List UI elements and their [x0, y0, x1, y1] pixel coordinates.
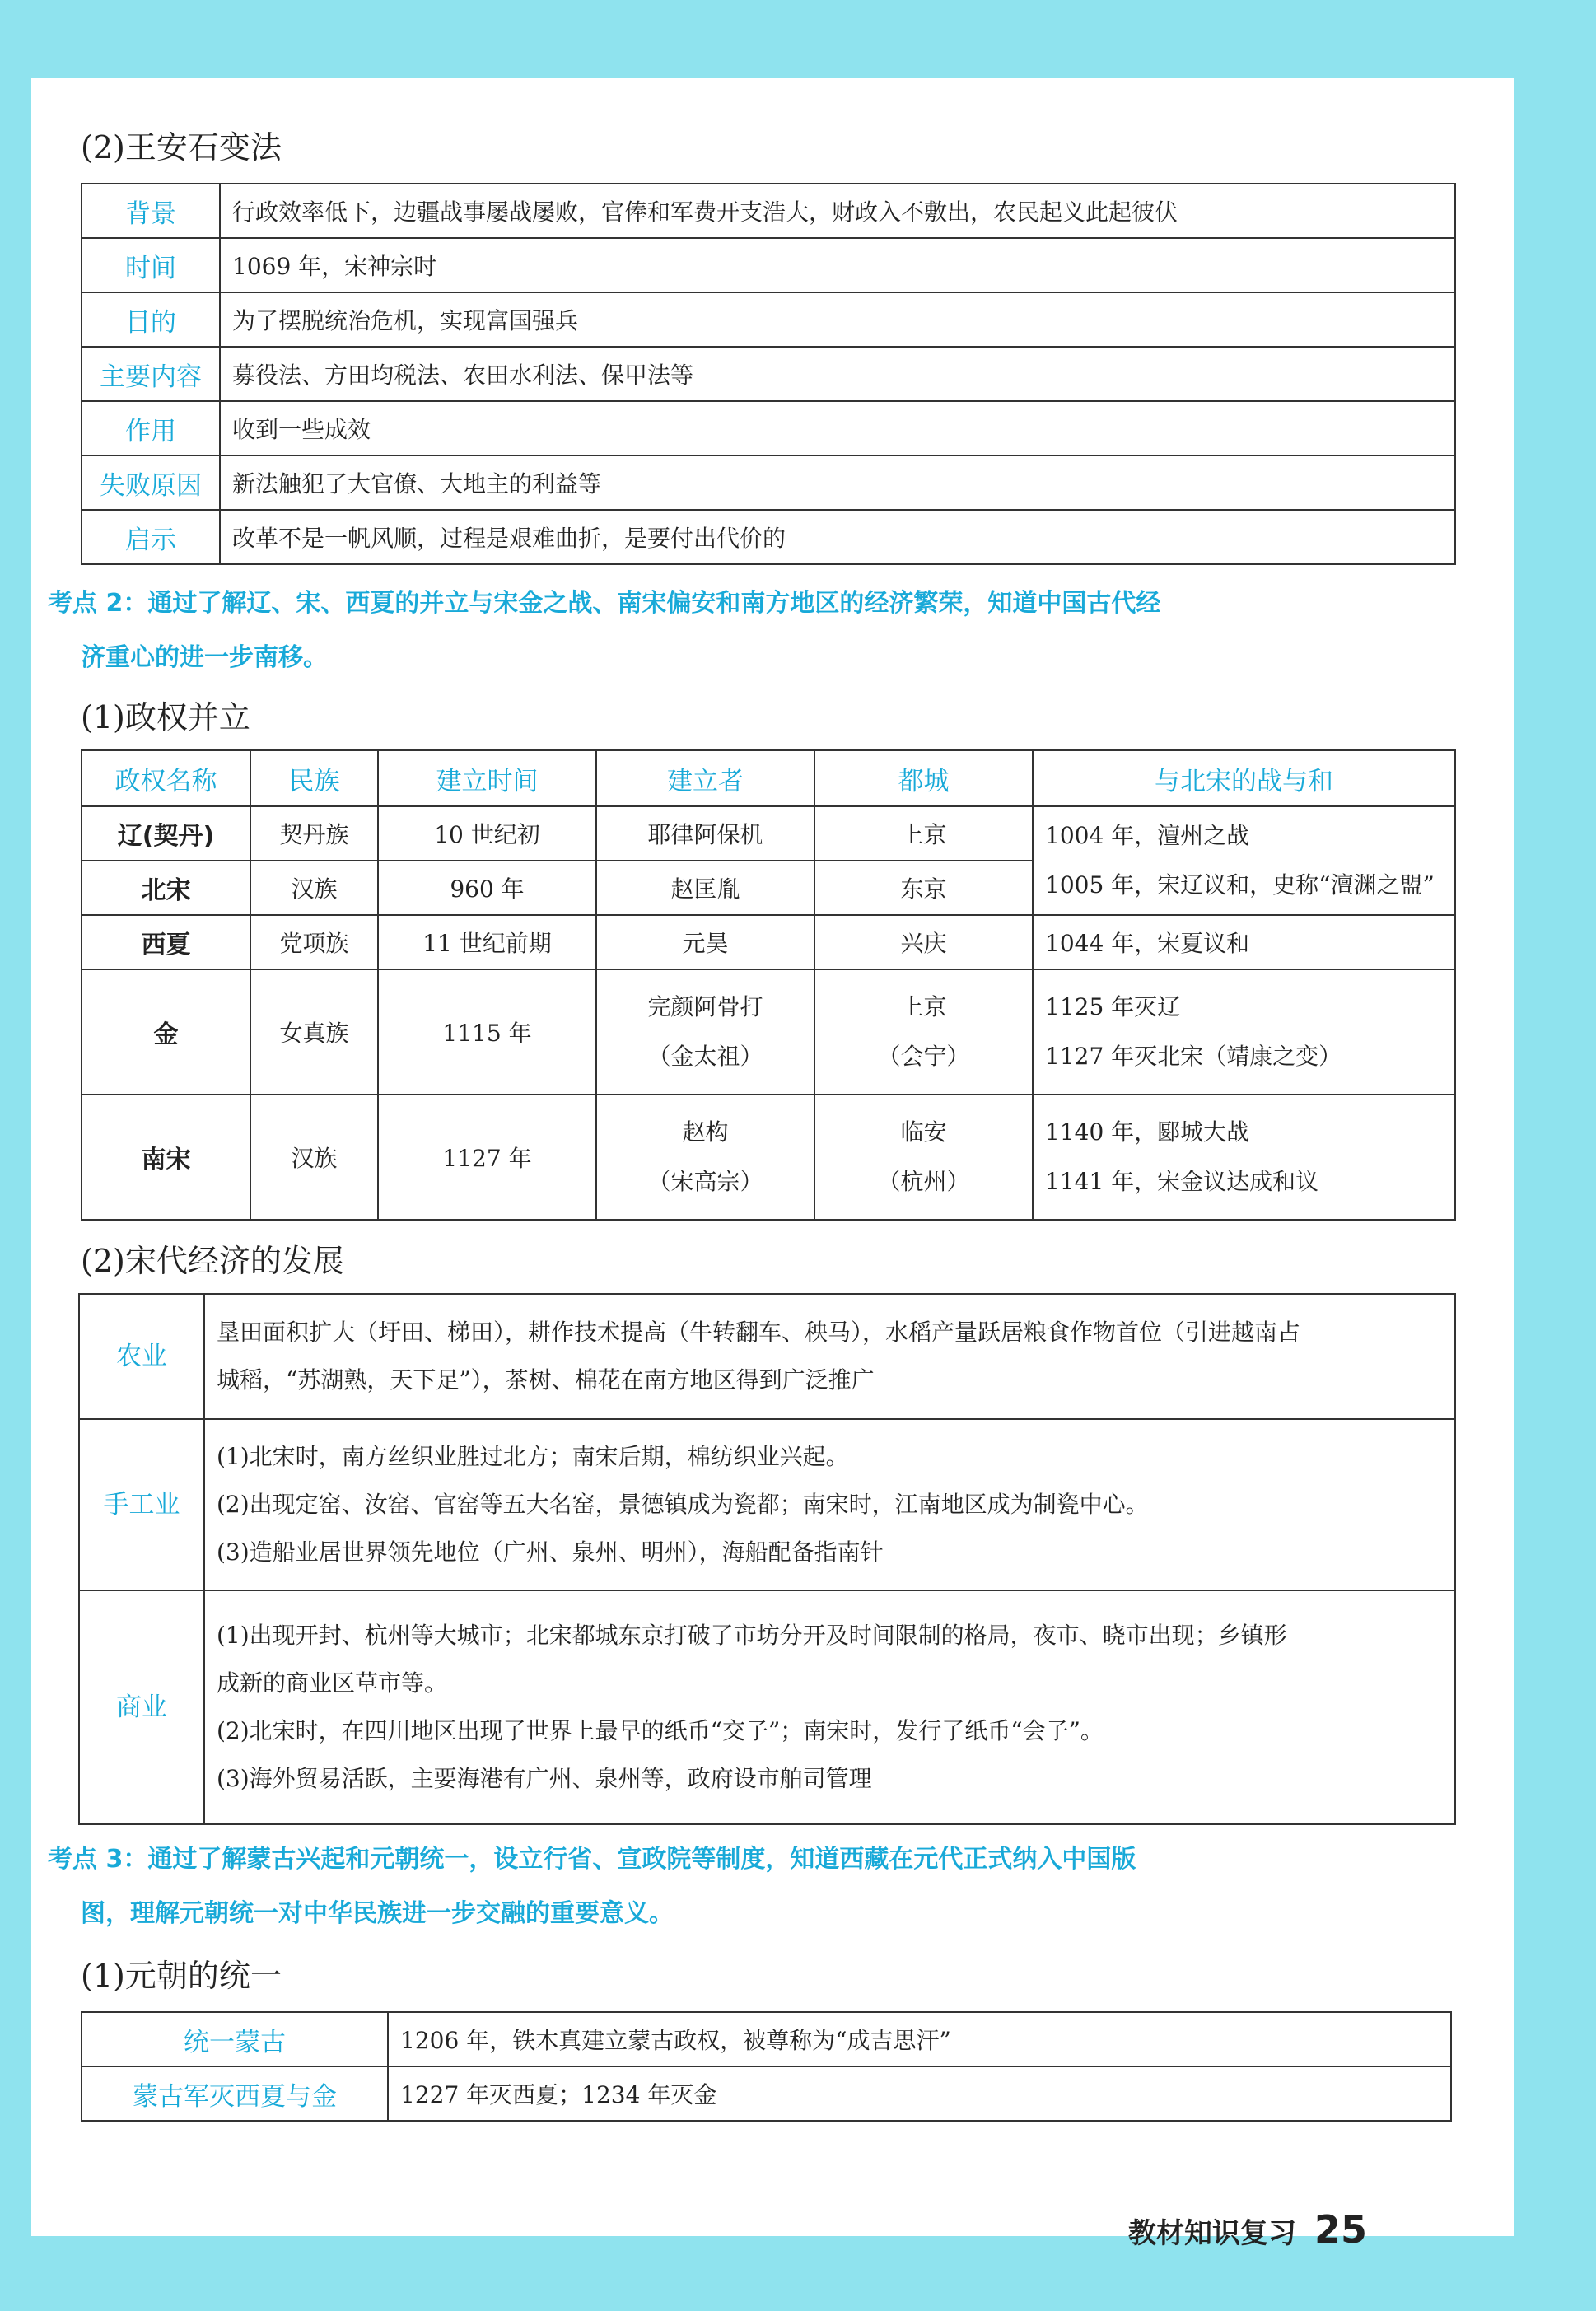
- regime-name: 北宋: [82, 861, 250, 915]
- regime-ethnic: 汉族: [250, 861, 378, 915]
- exam-point-3-line2: 图，理解元朝统一对中华民族进一步交融的重要意义。: [81, 1899, 674, 1928]
- founder-line: （宋高宗）: [647, 1168, 763, 1195]
- relation-line: 1127 年灭北宋（靖康之变）: [1045, 1043, 1342, 1070]
- regime-time: 1115 年: [378, 969, 596, 1095]
- section-heading-yuan: (1)元朝的统一: [81, 1958, 282, 1994]
- row-text-failure: 新法触犯了大官僚、大地主的利益等: [220, 455, 1455, 510]
- row-text-effect: 收到一些成效: [220, 401, 1455, 455]
- regime-founder-cell: [596, 1095, 814, 1220]
- page-side-border: [1514, 78, 1596, 2236]
- row-label-handicraft: 手工业: [79, 1419, 204, 1590]
- page-number: 25: [1314, 2207, 1368, 2252]
- row-text-destroy-xixia-jin: 1227 年灭西夏；1234 年灭金: [388, 2066, 1451, 2121]
- regime-capital: 东京: [814, 861, 1033, 915]
- col-header-ethnic: 民族: [250, 750, 378, 806]
- capital-line: 上京: [900, 993, 947, 1020]
- row-label-effect: 作用: [82, 401, 220, 455]
- regime-capital: 兴庆: [814, 915, 1033, 969]
- capital-line: （会宁）: [877, 1043, 970, 1070]
- section-heading-regimes: (1)政权并立: [81, 699, 250, 735]
- col-header-founder: 建立者: [596, 750, 814, 806]
- relation-line: 1004 年，澶州之战: [1045, 822, 1250, 849]
- founder-line: 赵构: [682, 1118, 729, 1146]
- row-label-time: 时间: [82, 238, 220, 292]
- row-label-content: 主要内容: [82, 347, 220, 401]
- relation-line: 1005 年，宋辽议和，史称“澶渊之盟”: [1045, 871, 1435, 899]
- row-label-commerce: 商业: [79, 1590, 204, 1824]
- row-text-background: 行政效率低下，边疆战事屡战屡败，官俸和军费开支浩大，财政入不敷出，农民起义此起彼伏: [220, 184, 1455, 238]
- text-line: (2)北宋时，在四川地区出现了世界上最早的纸币“交子”；南宋时，发行了纸币“会子”。: [217, 1717, 1104, 1744]
- regime-founder-cell: [596, 969, 814, 1095]
- col-header-time: 建立时间: [378, 750, 596, 806]
- regime-time: 960 年: [378, 861, 596, 915]
- regime-relation-cell: [1033, 969, 1455, 1095]
- section-heading-economy: (2)宋代经济的发展: [81, 1243, 344, 1279]
- regime-capital-cell: [814, 969, 1033, 1095]
- table-row: [82, 401, 1455, 455]
- table-row: [82, 915, 1455, 969]
- table-row: [82, 969, 1455, 1095]
- col-header-name: 政权名称: [82, 750, 250, 806]
- capital-line: 临安: [900, 1118, 947, 1146]
- exam-point-2: [48, 577, 1481, 685]
- regime-ethnic: 契丹族: [250, 806, 378, 861]
- regime-ethnic: 汉族: [250, 1095, 378, 1220]
- row-label-destroy-xixia-jin: 蒙古军灭西夏与金: [82, 2066, 388, 2121]
- text-line: (2)出现定窑、汝窑、官窑等五大名窑，景德镇成为瓷都；南宋时，江南地区成为制瓷中心。: [217, 1491, 1149, 1518]
- row-text-handicraft: [204, 1419, 1455, 1590]
- regime-relation-cell: [1033, 1095, 1455, 1220]
- row-text-content: 募役法、方田均税法、农田水利法、保甲法等: [220, 347, 1455, 401]
- page-footer: [1128, 2207, 1367, 2252]
- table-row: [82, 292, 1455, 347]
- regime-name: 金: [82, 969, 250, 1095]
- regime-time: 10 世纪初: [378, 806, 596, 861]
- text-line: 垦田面积扩大（圩田、梯田），耕作技术提高（牛转翻车、秧马），水稻产量跃居粮食作物首位（引进越南占: [217, 1319, 1301, 1346]
- row-text-agriculture: [204, 1294, 1455, 1419]
- founder-line: 完颜阿骨打: [647, 993, 763, 1020]
- table-row: [82, 1095, 1455, 1220]
- row-text-purpose: 为了摆脱统治危机，实现富国强兵: [220, 292, 1455, 347]
- text-line: (3)造船业居世界领先地位（广州、泉州、明州），海船配备指南针: [217, 1538, 884, 1566]
- liao-song-relation-cell: [1033, 806, 1455, 915]
- text-line: (1)北宋时，南方丝织业胜过北方；南宋后期，棉纺织业兴起。: [217, 1443, 849, 1470]
- text-line: (1)出现开封、杭州等大城市；北宋都城东京打破了市坊分开及时间限制的格局，夜市、晓市出现；乡镇形: [217, 1622, 1287, 1649]
- text-line: (3)海外贸易活跃，主要海港有广州、泉州等，政府设市舶司管理: [217, 1765, 872, 1792]
- regime-founder: 元昊: [596, 915, 814, 969]
- row-label-unify-mongolia: 统一蒙古: [82, 2012, 388, 2066]
- relation-line: 1140 年，郾城大战: [1045, 1118, 1250, 1146]
- song-economy-table: [78, 1293, 1456, 1825]
- col-header-relation: 与北宋的战与和: [1033, 750, 1455, 806]
- row-label-lesson: 启示: [82, 510, 220, 564]
- regime-name: 南宋: [82, 1095, 250, 1220]
- table-row: [82, 455, 1455, 510]
- regime-capital-cell: [814, 1095, 1033, 1220]
- exam-point-2-line1: 考点 2：通过了解辽、宋、西夏的并立与宋金之战、南宋偏安和南方地区的经济繁荣，知道中国古代经: [48, 589, 1161, 618]
- regime-name: 辽(契丹): [82, 806, 250, 861]
- footer-title: 教材知识复习: [1128, 2217, 1296, 2250]
- table-row: [79, 1590, 1455, 1824]
- yuan-unification-table: [81, 2011, 1452, 2122]
- table-row: [82, 806, 1455, 861]
- row-text-commerce: [204, 1590, 1455, 1824]
- table-row: [79, 1294, 1455, 1419]
- exam-point-3-line1: 考点 3：通过了解蒙古兴起和元朝统一，设立行省、宣政院等制度，知道西藏在元代正式纳入中国版: [48, 1845, 1136, 1874]
- table-header-row: [82, 750, 1455, 806]
- row-label-background: 背景: [82, 184, 220, 238]
- exam-point-3: [48, 1832, 1481, 1941]
- row-text-time: 1069 年，宋神宗时: [220, 238, 1455, 292]
- regime-capital: 上京: [814, 806, 1033, 861]
- regime-ethnic: 女真族: [250, 969, 378, 1095]
- regimes-table: [81, 749, 1456, 1221]
- text-line: 成新的商业区草市等。: [217, 1669, 448, 1697]
- relation-line: 1141 年，宋金议达成和议: [1045, 1168, 1319, 1195]
- section-heading-wang-anshi: (2)王安石变法: [81, 129, 282, 166]
- regime-founder: 耶律阿保机: [596, 806, 814, 861]
- row-label-purpose: 目的: [82, 292, 220, 347]
- row-text-lesson: 改革不是一帆风顺，过程是艰难曲折，是要付出代价的: [220, 510, 1455, 564]
- capital-line: （杭州）: [877, 1168, 970, 1195]
- row-label-failure: 失败原因: [82, 455, 220, 510]
- col-header-capital: 都城: [814, 750, 1033, 806]
- regime-time: 11 世纪前期: [378, 915, 596, 969]
- table-row: [82, 2012, 1451, 2066]
- table-row: [82, 2066, 1451, 2121]
- table-row: [82, 347, 1455, 401]
- founder-line: （金太祖）: [647, 1043, 763, 1070]
- table-row: [82, 238, 1455, 292]
- regime-name: 西夏: [82, 915, 250, 969]
- table-row: [82, 510, 1455, 564]
- table-row: [82, 184, 1455, 238]
- text-line: 城稻，“苏湖熟，天下足”），茶树、棉花在南方地区得到广泛推广: [217, 1366, 875, 1394]
- regime-relation: 1044 年，宋夏议和: [1033, 915, 1455, 969]
- regime-time: 1127 年: [378, 1095, 596, 1220]
- wang-anshi-reform-table: [81, 183, 1456, 565]
- row-label-agriculture: 农业: [79, 1294, 204, 1419]
- row-text-unify-mongolia: 1206 年，铁木真建立蒙古政权，被尊称为“成吉思汗”: [388, 2012, 1451, 2066]
- exam-point-2-line2: 济重心的进一步南移。: [81, 643, 328, 672]
- table-row: [79, 1419, 1455, 1590]
- regime-founder: 赵匡胤: [596, 861, 814, 915]
- regime-ethnic: 党项族: [250, 915, 378, 969]
- relation-line: 1125 年灭辽: [1045, 993, 1181, 1020]
